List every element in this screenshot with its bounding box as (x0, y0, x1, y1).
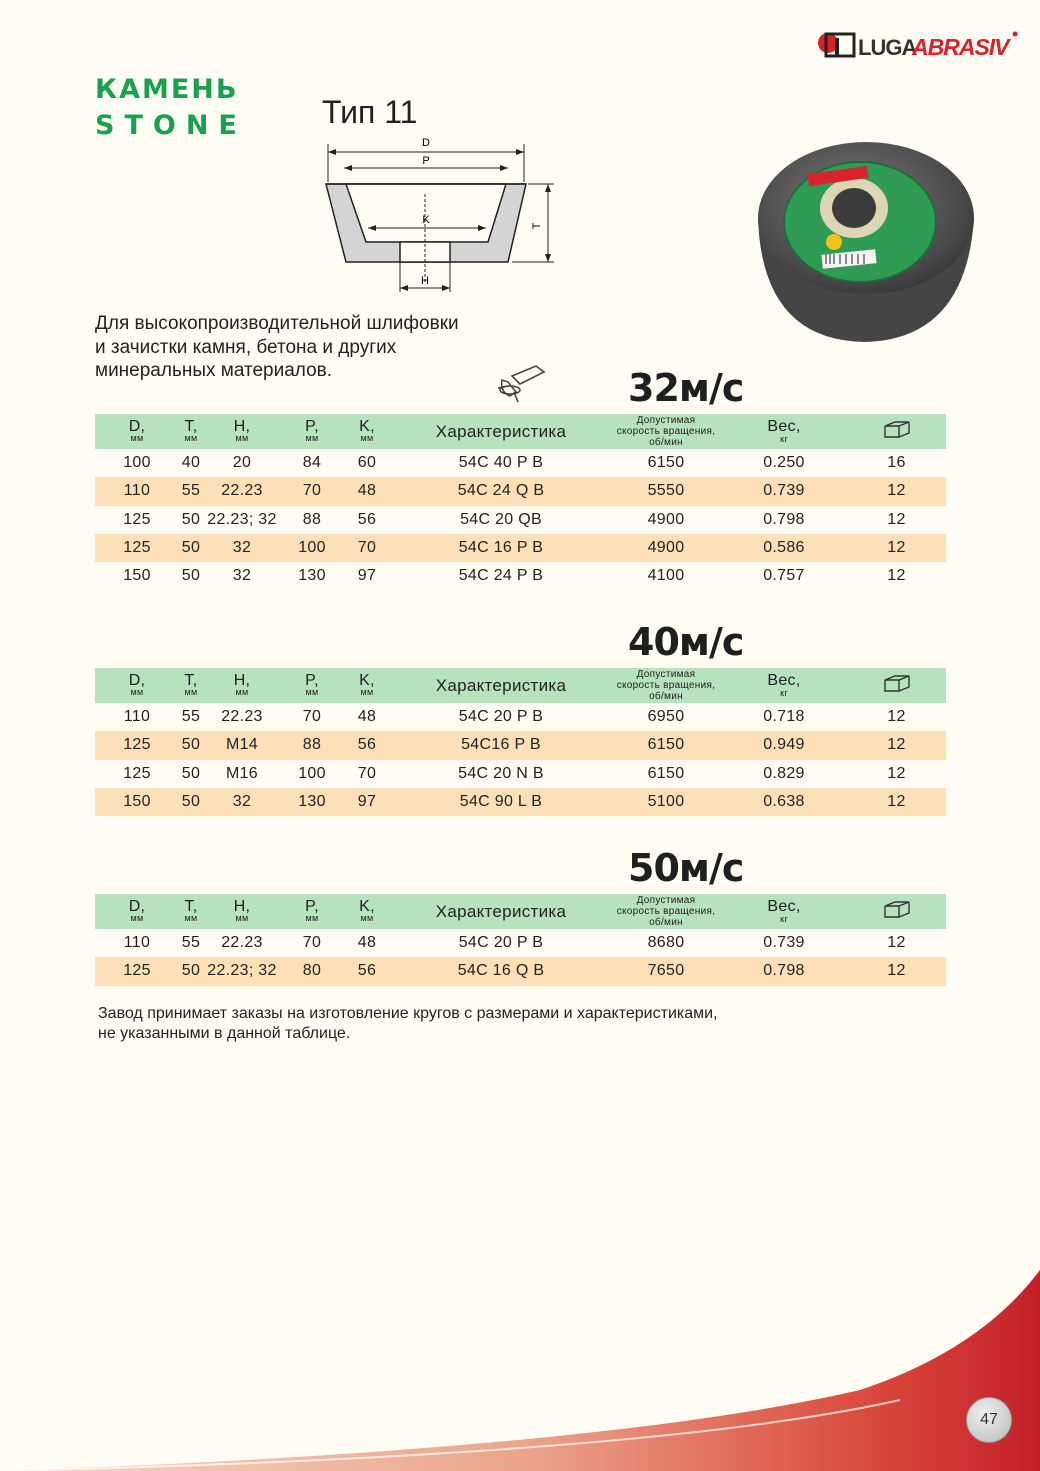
cell-characteristic: 54C 16 Q B (391, 957, 611, 985)
speed-label-32: 32м/с (628, 366, 744, 410)
cell-characteristic: 54C 20 QB (460, 510, 542, 528)
cell-k: 70 (357, 764, 377, 782)
table-row (95, 760, 946, 788)
cell-h: 22.23; 32 (207, 510, 277, 528)
col-weight: Вес, кг (721, 894, 847, 929)
cell-h: 32 (203, 534, 281, 562)
cell-k: 48 (343, 477, 391, 505)
cell-package: 16 (887, 454, 906, 472)
footer-note-line: Завод принимает заказы на изготовление кругов с размерами и характеристиками, (98, 1005, 718, 1022)
col-k: K, мм (343, 668, 391, 703)
cell-weight: 0.638 (721, 788, 847, 816)
title-en: STONE (95, 110, 247, 141)
cell-p: 84 (302, 454, 322, 472)
cell-t: 55 (181, 708, 201, 726)
cell-weight: 0.250 (763, 454, 805, 472)
dim-P-label: P (422, 155, 430, 167)
cell-k: 97 (343, 788, 391, 816)
table-row (95, 562, 946, 590)
col-weight: Вес, кг (721, 414, 847, 449)
cell-p: 130 (298, 567, 326, 585)
cell-characteristic: 54C 24 Q B (391, 477, 611, 505)
col-speed: Допустимая скорость вращения, об/мин (611, 414, 721, 449)
table-row (95, 703, 946, 731)
cell-h: 20 (232, 454, 252, 472)
title-ru: КАМЕНЬ (95, 74, 239, 105)
cell-h: 22.23 (203, 477, 281, 505)
cell-h: 32 (203, 788, 281, 816)
cell-p: 80 (281, 957, 343, 985)
col-d: D, мм (95, 894, 179, 929)
spec-table-40 (95, 668, 946, 816)
cell-weight: 0.798 (721, 957, 847, 985)
luga-abrasiv-logo (816, 28, 1020, 62)
cell-characteristic: 54C 20 P B (458, 934, 544, 952)
col-p: P, мм (281, 414, 343, 449)
table-header-row (95, 414, 946, 449)
background-swoosh (0, 1250, 1040, 1471)
cell-t: 50 (181, 510, 201, 528)
cell-t: 50 (179, 534, 203, 562)
cell-d: 110 (123, 708, 151, 726)
dim-T-label: T (531, 222, 543, 230)
cell-h: 22.23 (221, 708, 263, 726)
table-row (95, 477, 946, 505)
cell-d: 125 (95, 731, 179, 759)
brand-abrasiv: ABRASIV (912, 34, 1009, 60)
footer-note (98, 1004, 718, 1044)
cell-k: 97 (357, 567, 377, 585)
cell-p: 100 (298, 764, 326, 782)
col-t: T, мм (179, 894, 203, 929)
table-row (95, 449, 946, 477)
cell-d: 150 (123, 567, 151, 585)
cell-t: 50 (181, 764, 201, 782)
cell-t: 50 (179, 731, 203, 759)
table-row (95, 957, 946, 985)
cell-weight: 0.739 (763, 934, 805, 952)
cell-package: 12 (847, 534, 946, 562)
cell-p: 70 (302, 934, 322, 952)
cell-k: 56 (343, 731, 391, 759)
cell-characteristic: 54C 20 N B (458, 764, 544, 782)
cell-weight: 0.757 (763, 567, 805, 585)
table-row (95, 534, 946, 562)
cell-weight: 0.586 (721, 534, 847, 562)
cell-characteristic: 54C 40 P B (458, 454, 544, 472)
col-t: T, мм (179, 668, 203, 703)
cell-speed: 4900 (611, 534, 721, 562)
cell-speed: 6950 (647, 708, 685, 726)
cell-speed: 4900 (647, 510, 685, 528)
dim-H-label: H (421, 275, 429, 287)
col-package (847, 894, 946, 929)
cell-h: 22.23 (221, 934, 263, 952)
cell-k: 60 (357, 454, 377, 472)
col-h: H, мм (203, 894, 281, 929)
box-icon (882, 418, 912, 440)
brand-luga: LUGA (858, 35, 917, 60)
cell-package: 12 (887, 708, 906, 726)
category-title (95, 72, 247, 144)
col-weight: Вес, кг (721, 668, 847, 703)
cell-weight: 0.739 (721, 477, 847, 505)
speed-label-40: 40м/с (628, 620, 744, 664)
cell-p: 88 (302, 510, 322, 528)
cell-d: 110 (123, 934, 151, 952)
cell-characteristic: 54C16 P B (391, 731, 611, 759)
cell-package: 12 (887, 764, 906, 782)
cell-p: 70 (281, 477, 343, 505)
cell-d: 100 (123, 454, 151, 472)
col-p: P, мм (281, 668, 343, 703)
cell-p: 100 (281, 534, 343, 562)
cell-characteristic: 54C 20 P B (458, 708, 544, 726)
col-d: D, мм (95, 668, 179, 703)
cell-t: 55 (179, 477, 203, 505)
spec-table-50 (95, 894, 946, 986)
cell-weight: 0.798 (763, 510, 805, 528)
col-h: H, мм (203, 668, 281, 703)
cell-package: 12 (847, 957, 946, 985)
description-line: и зачистки камня, бетона и других (95, 336, 397, 358)
angle-grinder-icon (496, 362, 550, 406)
col-h: H, мм (203, 414, 281, 449)
cell-t: 40 (181, 454, 201, 472)
cell-weight: 0.829 (763, 764, 805, 782)
cell-characteristic: 54C 90 L B (391, 788, 611, 816)
cell-t: 50 (179, 957, 203, 985)
table-header-row (95, 668, 946, 703)
cell-d: 125 (95, 534, 179, 562)
footer-note-line: не указанными в данной таблице. (98, 1025, 351, 1042)
spec-table-32 (95, 414, 946, 590)
product-description (95, 312, 459, 383)
cell-h: 22.23; 32 (203, 957, 281, 985)
table-row (95, 731, 946, 759)
dim-D-label: D (422, 137, 430, 149)
cell-h: M14 (203, 731, 281, 759)
table-header-row (95, 894, 946, 929)
description-line: Для высокопроизводительной шлифовки (95, 313, 459, 334)
col-k: K, мм (343, 894, 391, 929)
col-package (847, 668, 946, 703)
page-number: 47 (966, 1397, 1012, 1443)
col-speed: Допустимая скорость вращения, об/мин (611, 894, 721, 929)
cell-characteristic: 54C 24 P B (458, 567, 544, 585)
col-t: T, мм (179, 414, 203, 449)
table-row (95, 788, 946, 816)
cell-package: 12 (847, 788, 946, 816)
col-characteristic: Характеристика (391, 414, 611, 449)
cell-speed: 6150 (647, 454, 685, 472)
cell-t: 50 (179, 788, 203, 816)
cell-h: 32 (232, 567, 252, 585)
type-label: Тип 11 (322, 94, 418, 130)
cell-h: M16 (225, 764, 259, 782)
cell-weight: 0.949 (721, 731, 847, 759)
col-d: D, мм (95, 414, 179, 449)
speed-label-50: 50м/с (628, 846, 744, 890)
cup-wheel-diagram (318, 134, 558, 296)
col-k: K, мм (343, 414, 391, 449)
cell-d: 125 (95, 957, 179, 985)
cell-package: 12 (847, 731, 946, 759)
box-icon (882, 672, 912, 694)
cell-k: 70 (343, 534, 391, 562)
box-icon (882, 898, 912, 920)
cell-weight: 0.718 (763, 708, 805, 726)
cell-d: 150 (95, 788, 179, 816)
description-line: минеральных материалов. (95, 360, 333, 381)
cell-speed: 6150 (611, 731, 721, 759)
table-row (95, 929, 946, 957)
cell-speed: 5550 (611, 477, 721, 505)
cell-speed: 5100 (611, 788, 721, 816)
col-characteristic: Характеристика (391, 894, 611, 929)
table-row (95, 506, 946, 534)
cell-d: 125 (123, 764, 151, 782)
cell-k: 48 (357, 708, 377, 726)
col-speed: Допустимая скорость вращения, об/мин (611, 668, 721, 703)
dim-K-label: K (422, 214, 430, 226)
cell-p: 70 (302, 708, 322, 726)
cell-package: 12 (887, 934, 906, 952)
cell-speed: 4100 (647, 567, 685, 585)
cell-speed: 7650 (611, 957, 721, 985)
cell-characteristic: 54C 16 P B (391, 534, 611, 562)
cell-p: 88 (281, 731, 343, 759)
cup-wheel-product-image (752, 140, 978, 346)
cell-speed: 8680 (647, 934, 685, 952)
cell-d: 125 (123, 510, 151, 528)
cell-t: 50 (181, 567, 201, 585)
col-characteristic: Характеристика (391, 668, 611, 703)
cell-package: 12 (887, 567, 906, 585)
cell-k: 48 (357, 934, 377, 952)
cell-t: 55 (181, 934, 201, 952)
cell-package: 12 (847, 477, 946, 505)
cell-d: 110 (95, 477, 179, 505)
cell-p: 130 (281, 788, 343, 816)
cell-k: 56 (357, 510, 377, 528)
col-p: P, мм (281, 894, 343, 929)
cell-k: 56 (343, 957, 391, 985)
col-package (847, 414, 946, 449)
cell-speed: 6150 (647, 764, 685, 782)
cell-package: 12 (887, 510, 906, 528)
